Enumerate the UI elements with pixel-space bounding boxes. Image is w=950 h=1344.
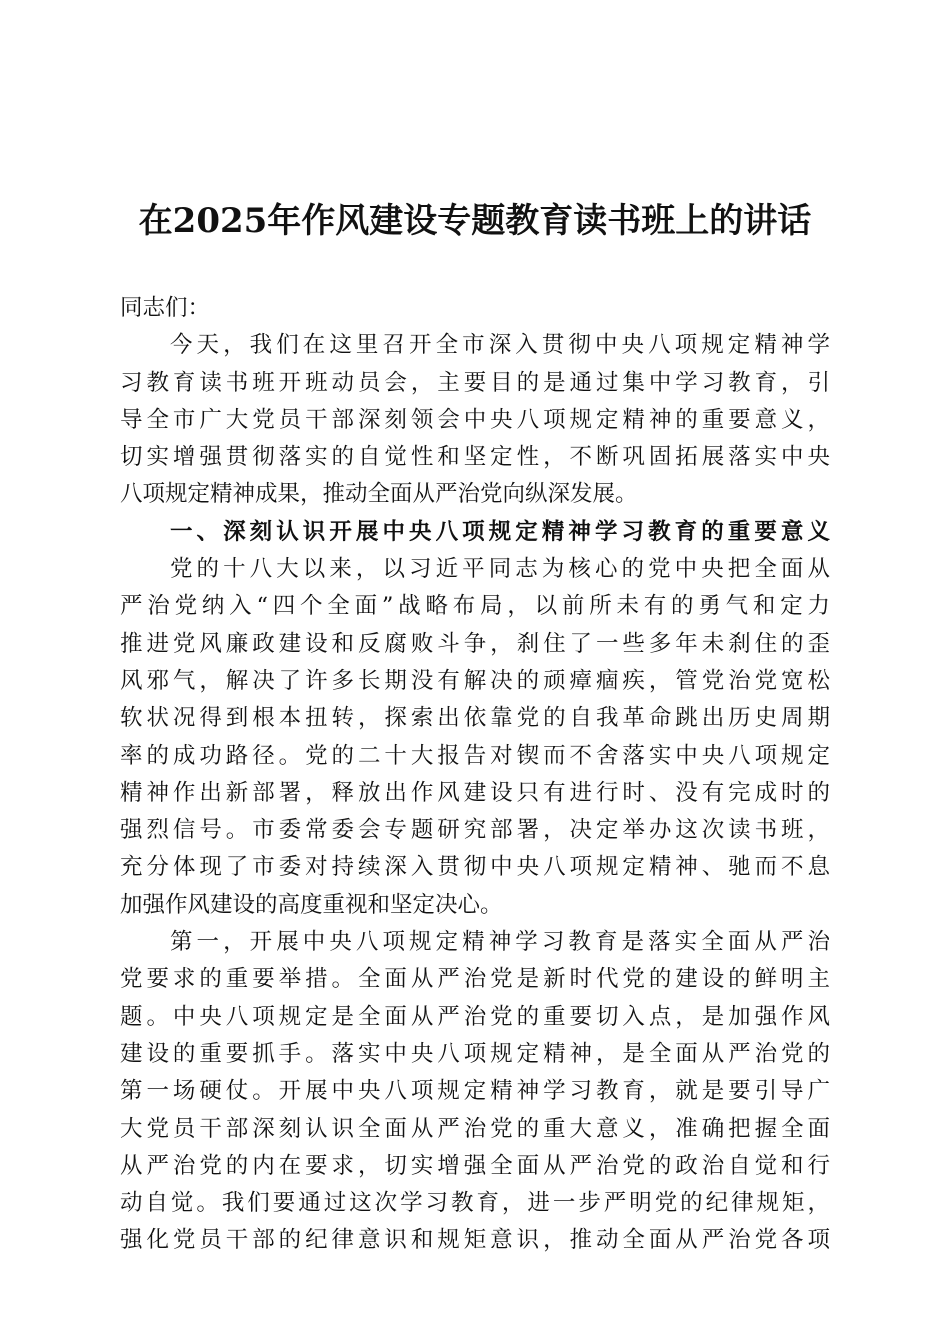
text-line: 精神作出新部署，释放出作风建设只有进行时、没有完成时的: [120, 779, 830, 806]
text-line: 八项规定精神成果，推动全面从严治党向纵深发展。: [120, 481, 638, 508]
text-line: 严治党纳入“四个全面”战略布局，以前所未有的勇气和定力: [120, 593, 830, 620]
text-line: 动自觉。我们要通过这次学习教育，进一步严明党的纪律规矩，: [120, 1190, 830, 1217]
text-line: 今天，我们在这里召开全市深入贯彻中央八项规定精神学: [170, 332, 830, 359]
text-line: 党要求的重要举措。全面从严治党是新时代党的建设的鲜明主: [120, 966, 830, 993]
text-line: 软状况得到根本扭转，探索出依靠党的自我革命跳出历史周期: [120, 705, 830, 732]
text-line: 建设的重要抓手。落实中央八项规定精神，是全面从严治党的: [120, 1040, 830, 1067]
paragraph-lines: [120, 327, 830, 1259]
text-line: 加强作风建设的高度重视和坚定决心。: [120, 891, 503, 918]
text-line: 充分体现了市委对持续深入贯彻中央八项规定精神、驰而不息: [120, 854, 830, 881]
text-line: 第一场硬仗。开展中央八项规定精神学习教育，就是要引导广: [120, 1078, 830, 1105]
text-line: 强化党员干部的纪律意识和规矩意识，推动全面从严治党各项: [120, 1227, 830, 1254]
text-line: 率的成功路径。党的二十大报告对锲而不舍落实中央八项规定: [120, 742, 830, 769]
document-body: [120, 290, 830, 1260]
text-line: 强烈信号。市委常委会专题研究部署，决定举办这次读书班，: [120, 817, 830, 844]
text-line: 党的十八大以来，以习近平同志为核心的党中央把全面从: [170, 556, 830, 583]
text-line: 大党员干部深刻认识全面从严治党的重大意义，准确把握全面: [120, 1115, 830, 1142]
document-title: 在2025年作风建设专题教育读书班上的讲话: [138, 201, 812, 241]
text-line: 习教育读书班开班动员会，主要目的是通过集中学习教育，引: [120, 369, 830, 396]
text-line: 导全市广大党员干部深刻领会中央八项规定精神的重要意义，: [120, 406, 830, 433]
text-line: 从严治党的内在要求，切实增强全面从严治党的政治自觉和行: [120, 1152, 830, 1179]
section-heading: 一、深刻认识开展中央八项规定精神学习教育的重要意义: [170, 518, 830, 545]
text-line: 推进党风廉政建设和反腐败斗争，刹住了一些多年未刹住的歪: [120, 630, 830, 657]
text-line: 第一，开展中央八项规定精神学习教育是落实全面从严治: [170, 929, 830, 956]
text-line: 切实增强贯彻落实的自觉性和坚定性，不断巩固拓展落实中央: [120, 444, 830, 471]
text-line: 题。中央八项规定是全面从严治党的重要切入点，是加强作风: [120, 1003, 830, 1030]
salutation: 同志们：: [120, 295, 211, 321]
text-line: 风邪气，解决了许多长期没有解决的顽瘴痼疾，管党治党宽松: [120, 667, 830, 694]
